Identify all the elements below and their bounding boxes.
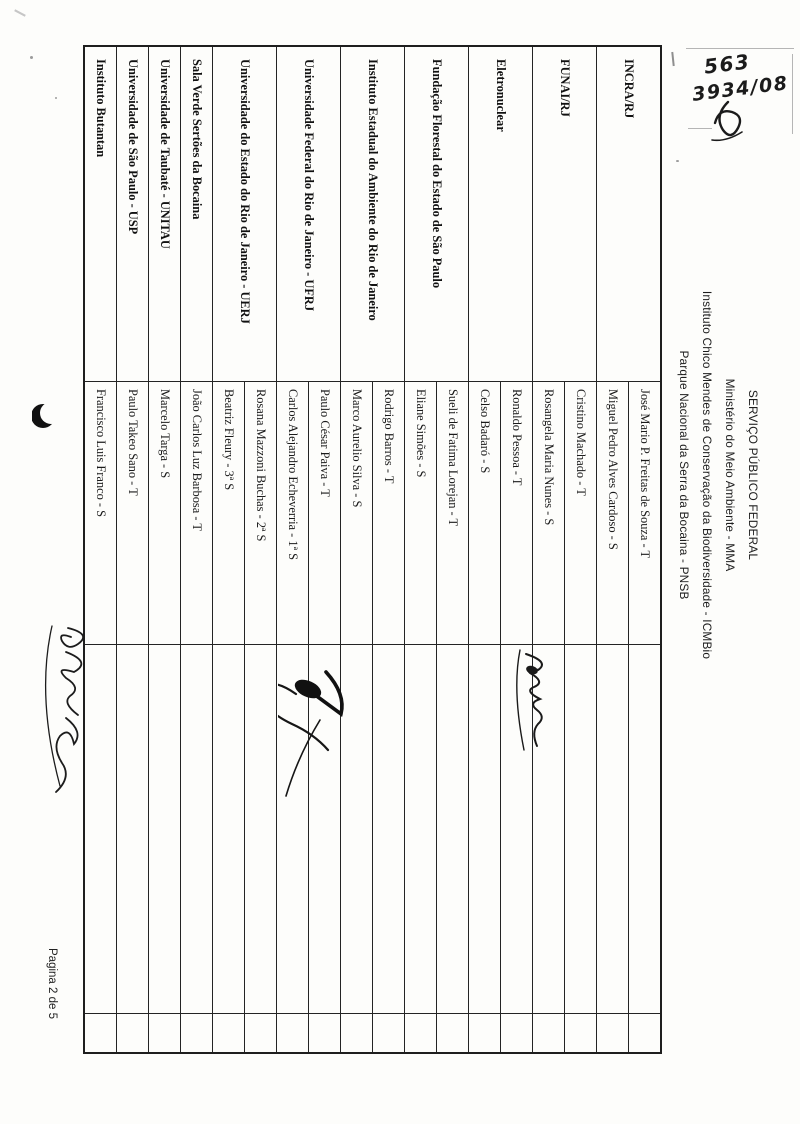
pencil-mark bbox=[792, 54, 793, 134]
member-name-cell: Celso Badaró - S bbox=[469, 382, 500, 645]
institution-cell: Sala Verde Sertões da Bocaina bbox=[181, 47, 212, 382]
table-row bbox=[117, 47, 149, 1052]
institution-cell: Universidade de São Paulo - USP bbox=[117, 47, 148, 382]
signature-cell bbox=[373, 645, 404, 1014]
header-line-4: Parque Nacional da Serra da Bocaina - PNSB bbox=[677, 350, 691, 600]
table-row bbox=[181, 47, 213, 1052]
institution-cell: Instituto Butantan bbox=[85, 47, 116, 382]
end-cell bbox=[213, 1014, 244, 1052]
member-row bbox=[213, 382, 245, 1052]
table-row bbox=[533, 47, 597, 1052]
institution-cell: Eletronuclear bbox=[469, 47, 532, 382]
member-name-cell: Beatriz Fleury - 3ª S bbox=[213, 382, 244, 645]
signature-cell bbox=[405, 645, 436, 1014]
member-name-cell: Rosangela Maria Nunes - S bbox=[533, 382, 564, 645]
member-row bbox=[181, 382, 212, 1052]
signature-cell bbox=[213, 645, 244, 1014]
end-cell bbox=[597, 1014, 628, 1052]
member-name-cell: Rosana Mazzoni Buchas - 2ª S bbox=[245, 382, 276, 645]
end-cell bbox=[373, 1014, 404, 1052]
handwritten-registry-number bbox=[686, 48, 798, 152]
header-line-1: SERVIÇO PÚBLICO FEDERAL bbox=[746, 389, 760, 561]
end-cell bbox=[629, 1014, 660, 1052]
end-cell bbox=[341, 1014, 372, 1052]
member-row bbox=[437, 382, 468, 1052]
scan-speck bbox=[676, 160, 679, 162]
member-row bbox=[245, 382, 276, 1052]
signature-cell bbox=[245, 645, 276, 1014]
end-cell bbox=[277, 1014, 308, 1052]
signature-scribble-funai bbox=[516, 648, 560, 770]
end-cell bbox=[245, 1014, 276, 1052]
member-subrows bbox=[597, 382, 660, 1052]
header-line-3: Instituto Chico Mendes de Conservação da Biodiversidade - ICMBio bbox=[700, 290, 714, 660]
page-number: Pagina 2 de 5 bbox=[46, 948, 58, 1019]
member-name-cell: Carlos Alejandro Echeverria - 1ª S bbox=[277, 382, 308, 645]
attendance-table bbox=[83, 45, 662, 1054]
end-cell bbox=[309, 1014, 340, 1052]
signature-cell bbox=[149, 645, 180, 1014]
signature-flourish-ufrj bbox=[278, 662, 350, 802]
institution-cell: Universidade do Estado do Rio de Janeiro - UERJ bbox=[213, 47, 276, 382]
member-name-cell: Paulo Takeo Sano - T bbox=[117, 382, 148, 645]
member-name-cell: Francisco Luis Franco - S bbox=[85, 382, 116, 645]
member-row bbox=[629, 382, 660, 1052]
table-row bbox=[597, 47, 660, 1052]
member-row bbox=[597, 382, 629, 1052]
member-row bbox=[117, 382, 148, 1052]
member-row bbox=[469, 382, 501, 1052]
pencil-mark bbox=[686, 48, 794, 49]
member-name-cell: Ronaldo Pessoa - T bbox=[501, 382, 532, 645]
member-row bbox=[373, 382, 404, 1052]
member-row bbox=[405, 382, 437, 1052]
member-name-cell: Paulo César Paiva - T bbox=[309, 382, 340, 645]
institution-cell: FUNAI/RJ bbox=[533, 47, 596, 382]
member-name-cell: João Carlos Luz Barbosa - T bbox=[181, 382, 212, 645]
signature-cell bbox=[565, 645, 596, 1014]
end-cell bbox=[149, 1014, 180, 1052]
member-row bbox=[149, 382, 180, 1052]
institution-cell: Universidade de Taubaté - UNITAU bbox=[149, 47, 180, 382]
punch-hole-crescent-icon bbox=[32, 400, 54, 432]
member-name-cell: Miguel Pedro Alves Cardoso - S bbox=[597, 382, 628, 645]
member-name-cell: Cristino Machado - T bbox=[565, 382, 596, 645]
member-subrows bbox=[405, 382, 468, 1052]
member-name-cell: Sueli de Fatima Lorejan - T bbox=[437, 382, 468, 645]
table-row bbox=[469, 47, 533, 1052]
institution-cell: INCRA/RJ bbox=[597, 47, 660, 382]
signature-cell bbox=[469, 645, 500, 1014]
institution-cell: Fundação Florestal do Estado de São Paulo bbox=[405, 47, 468, 382]
signature-cell bbox=[597, 645, 628, 1014]
handwritten-number-line1: 563 bbox=[702, 49, 752, 79]
table-row bbox=[405, 47, 469, 1052]
member-subrows bbox=[117, 382, 148, 1052]
signature-cell bbox=[117, 645, 148, 1014]
end-cell bbox=[565, 1014, 596, 1052]
end-cell bbox=[469, 1014, 500, 1052]
end-cell bbox=[85, 1014, 116, 1052]
member-name-cell: Eliane Simões - S bbox=[405, 382, 436, 645]
end-cell bbox=[117, 1014, 148, 1052]
signature-cell bbox=[437, 645, 468, 1014]
member-name-cell: Rodrigo Barros - T bbox=[373, 382, 404, 645]
scan-speck bbox=[30, 56, 33, 59]
institution-cell: Instituto Estadual do Ambiente do Rio de Janeiro bbox=[341, 47, 404, 382]
handwritten-number-line2: 3934/08 bbox=[691, 72, 790, 106]
table-row bbox=[85, 47, 117, 1052]
member-subrows bbox=[213, 382, 276, 1052]
member-name-cell: Marco Aurelio Silva - S bbox=[341, 382, 372, 645]
table-row bbox=[277, 47, 341, 1052]
handwritten-flourish-icon bbox=[708, 100, 748, 146]
scan-speck bbox=[55, 97, 57, 99]
end-cell bbox=[533, 1014, 564, 1052]
signature-scribble-butantan bbox=[38, 620, 104, 800]
table-row bbox=[213, 47, 277, 1052]
signature-cell bbox=[629, 645, 660, 1014]
member-name-cell: Marcelo Targa - S bbox=[149, 382, 180, 645]
member-subrows bbox=[341, 382, 404, 1052]
table-row bbox=[341, 47, 405, 1052]
end-cell bbox=[181, 1014, 212, 1052]
end-cell bbox=[405, 1014, 436, 1052]
member-subrows bbox=[181, 382, 212, 1052]
member-row bbox=[565, 382, 596, 1052]
institution-cell: Universidade Federal do Rio de Janeiro - UFRJ bbox=[277, 47, 340, 382]
table-row bbox=[149, 47, 181, 1052]
end-cell bbox=[501, 1014, 532, 1052]
end-cell bbox=[437, 1014, 468, 1052]
header-line-2: Ministério do Meio Ambiente - MMA bbox=[723, 378, 737, 572]
member-name-cell: José Mario P. Freitas de Souza - T bbox=[629, 382, 660, 645]
member-subrows bbox=[149, 382, 180, 1052]
signature-cell bbox=[181, 645, 212, 1014]
